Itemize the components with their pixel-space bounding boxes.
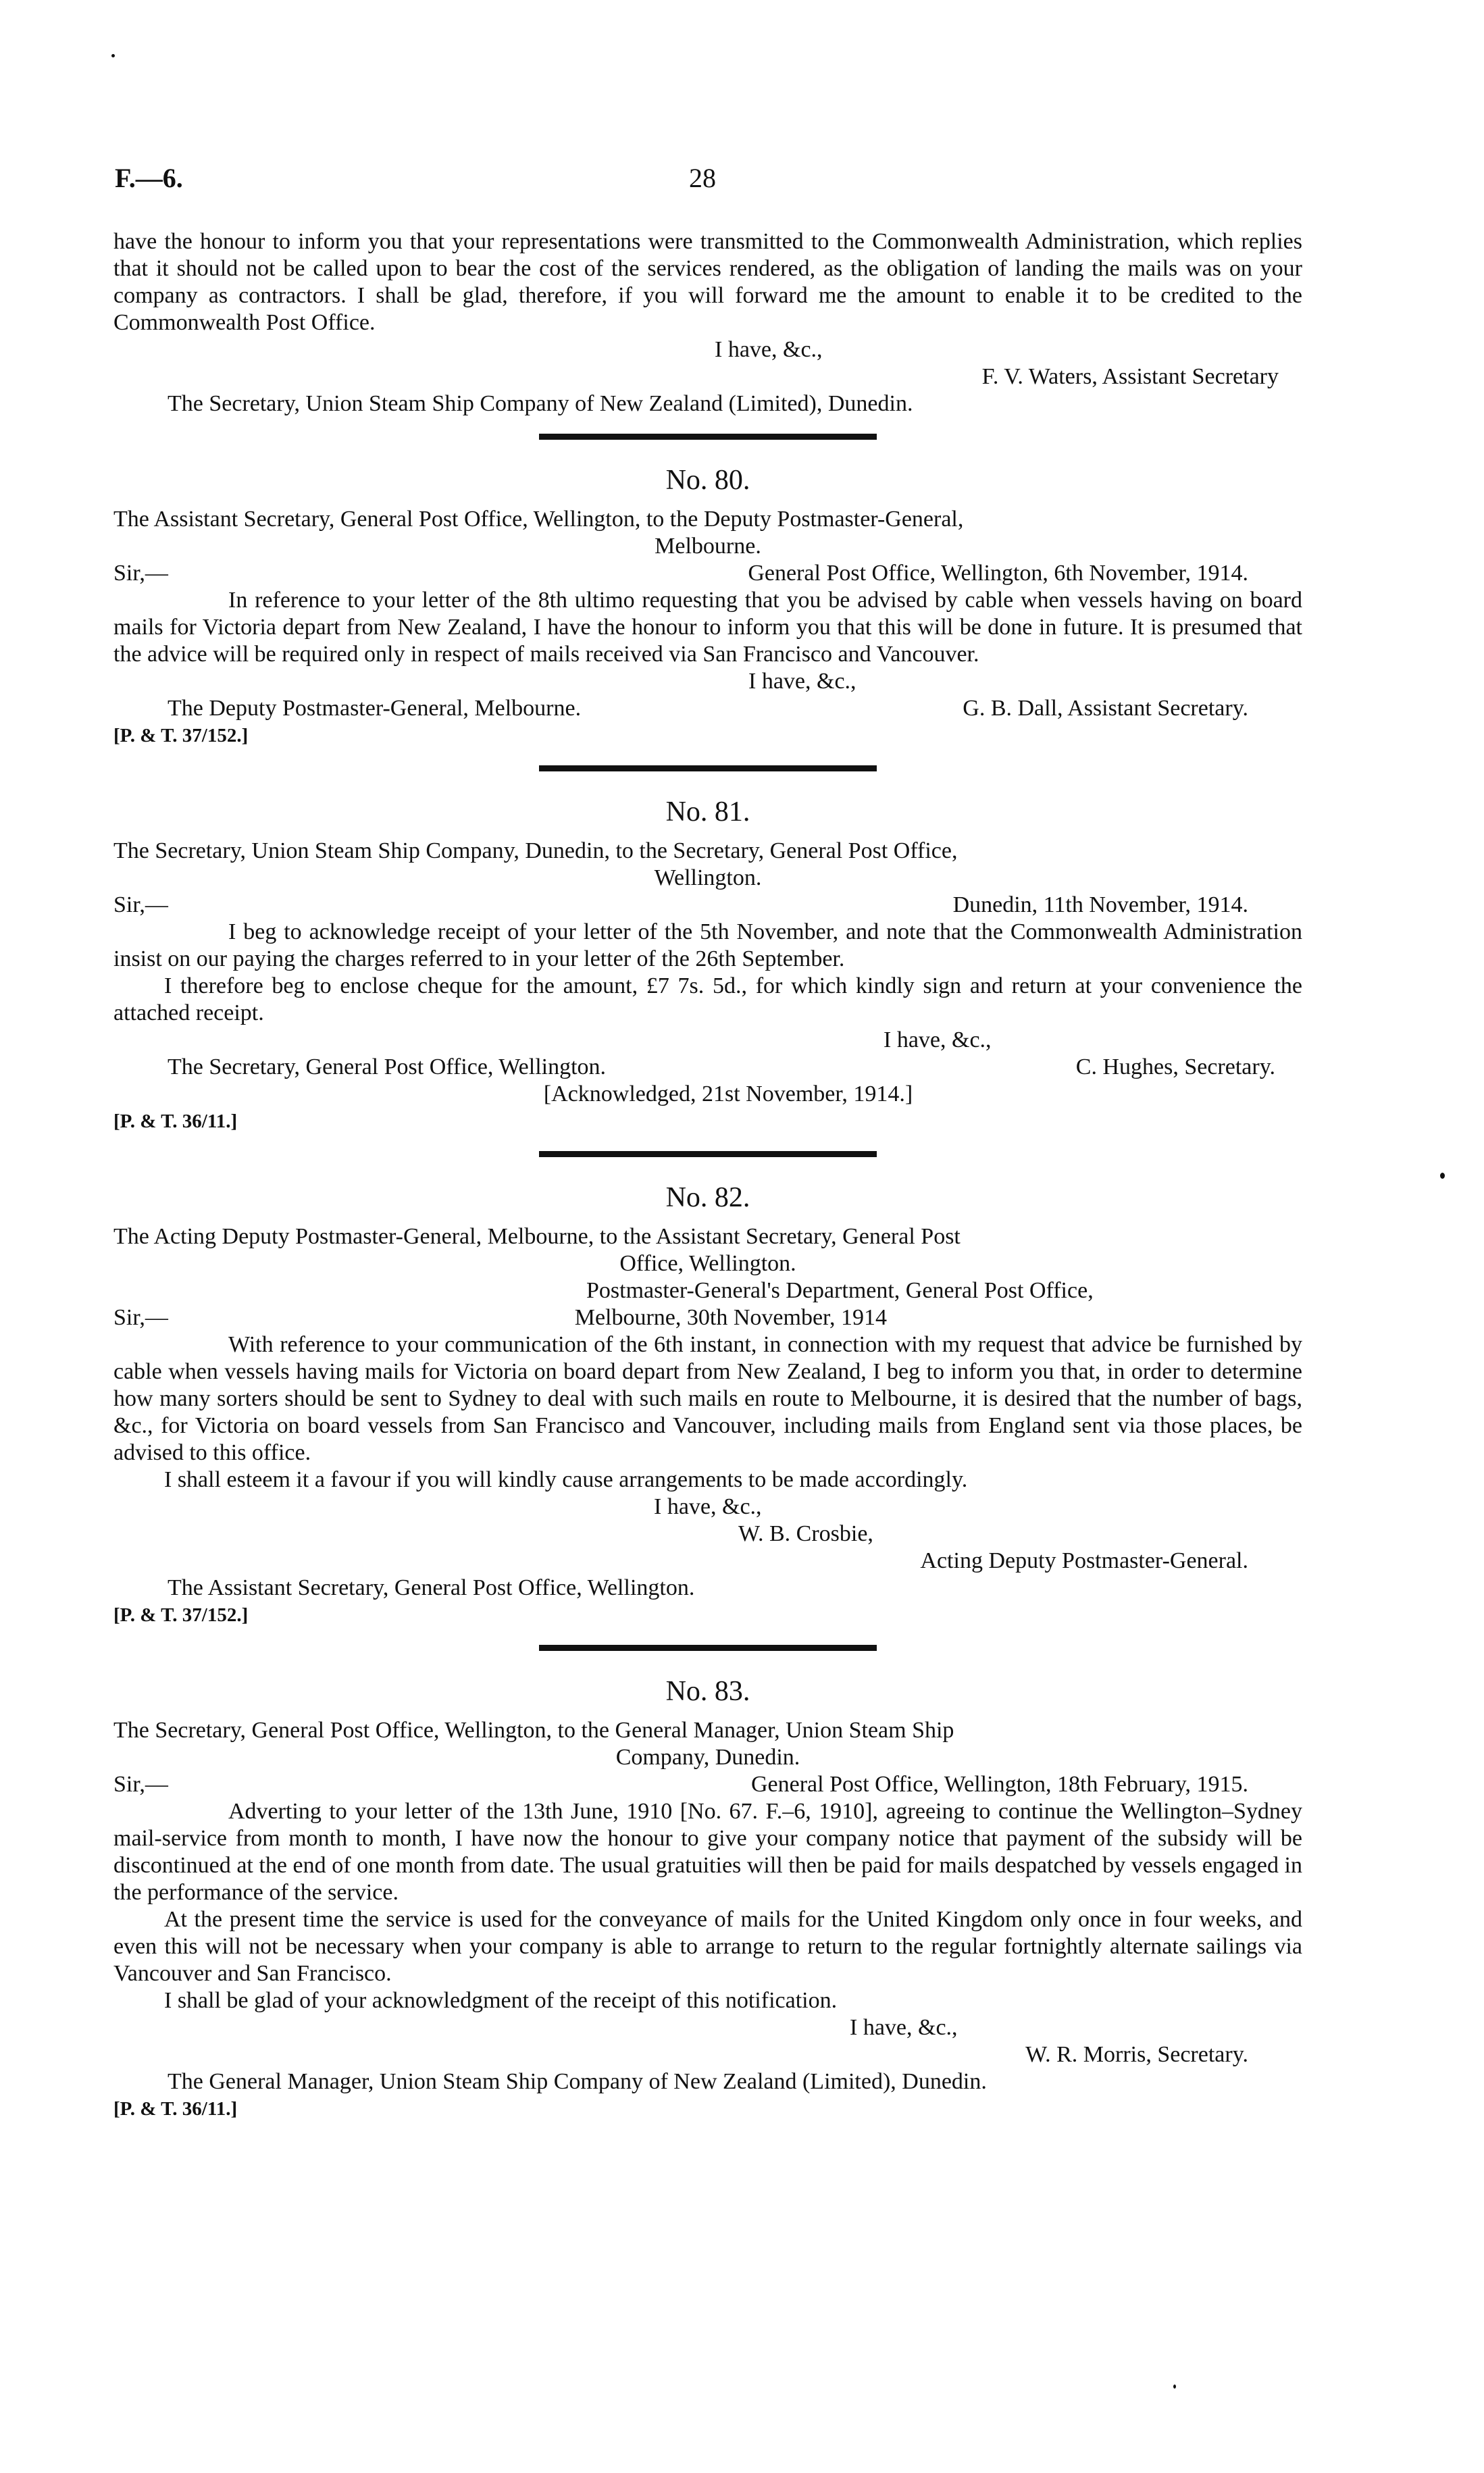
page-content [113, 228, 1302, 2122]
salutation-row [113, 892, 1302, 919]
acknowledgement: [Acknowledged, 21st November, 1914.] [543, 1081, 913, 1106]
salutation: Sir,— [113, 1772, 168, 1797]
signature-title: Acting Deputy Postmaster-General. [920, 1548, 1248, 1573]
dateline: General Post Office, Wellington, 18th February, 1915. [751, 1772, 1248, 1797]
closing: I have, &c., [850, 2015, 958, 2040]
letter-heading-cont: Company, Dunedin. [615, 1745, 800, 1770]
print-speck [1440, 1173, 1445, 1179]
addressee: The Assistant Secretary, General Post Office, Wellington. [168, 1575, 695, 1600]
letter-heading: The Acting Deputy Postmaster-General, Melbourne, to the Assistant Secretary, General Post [113, 1224, 961, 1249]
reference: [P. & T. 36/11.] [113, 1111, 238, 1132]
signature: C. Hughes, Secretary. [1075, 1054, 1275, 1079]
letter-heading-cont: Office, Wellington. [619, 1251, 796, 1276]
letter-heading-cont: Wellington. [654, 865, 762, 890]
body-paragraph: Adverting to your letter of the 13th June, 1910 [No. 67. F.–6, 1910], agreeing to continue the Wellington–Sydney mail-service from month to month, I have now the honour to give your company notice that payment of the subsidy will be discontinued at the end of one month from date. The usual gratuities will then be paid for mails despatched by vessels engaged in the performance of the service. [113, 1799, 1302, 1905]
section-rule [539, 1645, 877, 1651]
addressee: The Secretary, Union Steam Ship Company of New Zealand (Limited), Dunedin. [168, 391, 913, 416]
body-paragraph: have the honour to inform you that your representations were transmitted to the Commonwealth Administration, which replies that it should not be called upon to bear the cost of the services rendered, as the obligation of landing the mails was on your company as contractors. I shall be glad, therefore, if you will forward me the amount to enable it to be credited to the Commonwealth Post Office. [113, 229, 1302, 335]
addressee: The Deputy Postmaster-General, Melbourne. [168, 696, 582, 721]
salutation: Sir,— [113, 561, 168, 586]
addressee: The General Manager, Union Steam Ship Company of New Zealand (Limited), Dunedin. [168, 2069, 987, 2094]
letter-heading: The Secretary, General Post Office, Wellington, to the General Manager, Union Steam Ship [113, 1718, 954, 1743]
letter-80 [113, 467, 1302, 749]
body-paragraph: I shall be glad of your acknowledgment of the receipt of this notification. [164, 1988, 838, 2013]
section-rule [539, 434, 877, 440]
salutation-row [113, 1304, 1302, 1331]
letter-81 [113, 798, 1302, 1135]
letter-continuation [113, 228, 1302, 417]
letter-heading: The Assistant Secretary, General Post Office, Wellington, to the Deputy Postmaster-General, [113, 507, 964, 532]
signature: W. R. Morris, Secretary. [1025, 2042, 1248, 2067]
addressee-row [113, 1054, 1302, 1081]
reference: [P. & T. 37/152.] [113, 725, 249, 746]
salutation-row [113, 560, 1302, 587]
closing: I have, &c., [884, 1027, 992, 1052]
closing: I have, &c., [654, 1494, 762, 1519]
body-paragraph: In reference to your letter of the 8th ultimo requesting that you be advised by cable when vessels having on board mails for Victoria depart from New Zealand, I have the honour to inform you that this will be done in future. It is presumed that the advice will be required only in respect of mails received via San Francisco and Vancouver. [113, 588, 1302, 667]
closing: I have, &c., [715, 337, 823, 362]
addressee-row [113, 695, 1302, 722]
section-rule [539, 1151, 877, 1157]
letter-83 [113, 1678, 1302, 2122]
letter-number: No. 81. [665, 796, 750, 827]
letter-82 [113, 1184, 1302, 1629]
salutation: Sir,— [113, 892, 168, 917]
letter-heading-cont: Melbourne. [655, 534, 761, 559]
dateline-cont: Melbourne, 30th November, 1914 [574, 1305, 887, 1330]
body-paragraph: At the present time the service is used for the conveyance of mails for the United Kingdom only once in four weeks, and even this will not be necessary when your company is able to arrange to return to the regular fortnightly alternate sailings via Vancouver and San Francisco. [113, 1907, 1302, 1986]
signature: W. B. Crosbie, [738, 1521, 873, 1546]
closing: I have, &c., [748, 669, 856, 694]
reference: [P. & T. 37/152.] [113, 1604, 249, 1626]
body-paragraph: I therefore beg to enclose cheque for the amount, £7 7s. 5d., for which kindly sign and return at your convenience the attached receipt. [113, 973, 1302, 1025]
dateline: Postmaster-General's Department, General Post Office, [586, 1278, 1094, 1303]
body-paragraph: I beg to acknowledge receipt of your letter of the 5th November, and note that the Commonwealth Administration insist on our paying the charges referred to in your letter of the 26th September. [113, 919, 1302, 971]
body-paragraph: I shall esteem it a favour if you will kindly cause arrangements to be made accordingly. [164, 1467, 968, 1492]
page-header [115, 162, 1304, 203]
salutation: Sir,— [113, 1305, 168, 1330]
letter-number: No. 80. [665, 465, 750, 496]
reference: [P. & T. 36/11.] [113, 2098, 238, 2120]
document-code: F.—6. [115, 163, 183, 193]
dateline: General Post Office, Wellington, 6th November, 1914. [748, 561, 1248, 586]
print-speck [1173, 2385, 1176, 2389]
print-speck [111, 54, 115, 57]
body-paragraph: With reference to your communication of the 6th instant, in connection with my request that advice be furnished by cable when vessels having mails for Victoria on board depart from New Zealand, I beg to inform you that, in order to determine how many sorters should be sent to Sydney to deal with such mails en route to Melbourne, it is desired that the number of bags, &c., for Victoria on board vessels from San Francisco and Vancouver, including mails from England sent via those places, be advised to this office. [113, 1332, 1302, 1465]
salutation-row [113, 1771, 1302, 1798]
signature: G. B. Dall, Assistant Secretary. [963, 696, 1248, 721]
signature: F. V. Waters, Assistant Secretary [981, 364, 1279, 389]
section-rule [539, 765, 877, 771]
addressee: The Secretary, General Post Office, Wellington. [168, 1054, 607, 1079]
letter-number: No. 83. [665, 1676, 750, 1707]
page-number: 28 [689, 163, 716, 193]
dateline: Dunedin, 11th November, 1914. [952, 892, 1248, 917]
letter-heading: The Secretary, Union Steam Ship Company, Dunedin, to the Secretary, General Post Office, [113, 838, 958, 863]
letter-number: No. 82. [665, 1182, 750, 1213]
